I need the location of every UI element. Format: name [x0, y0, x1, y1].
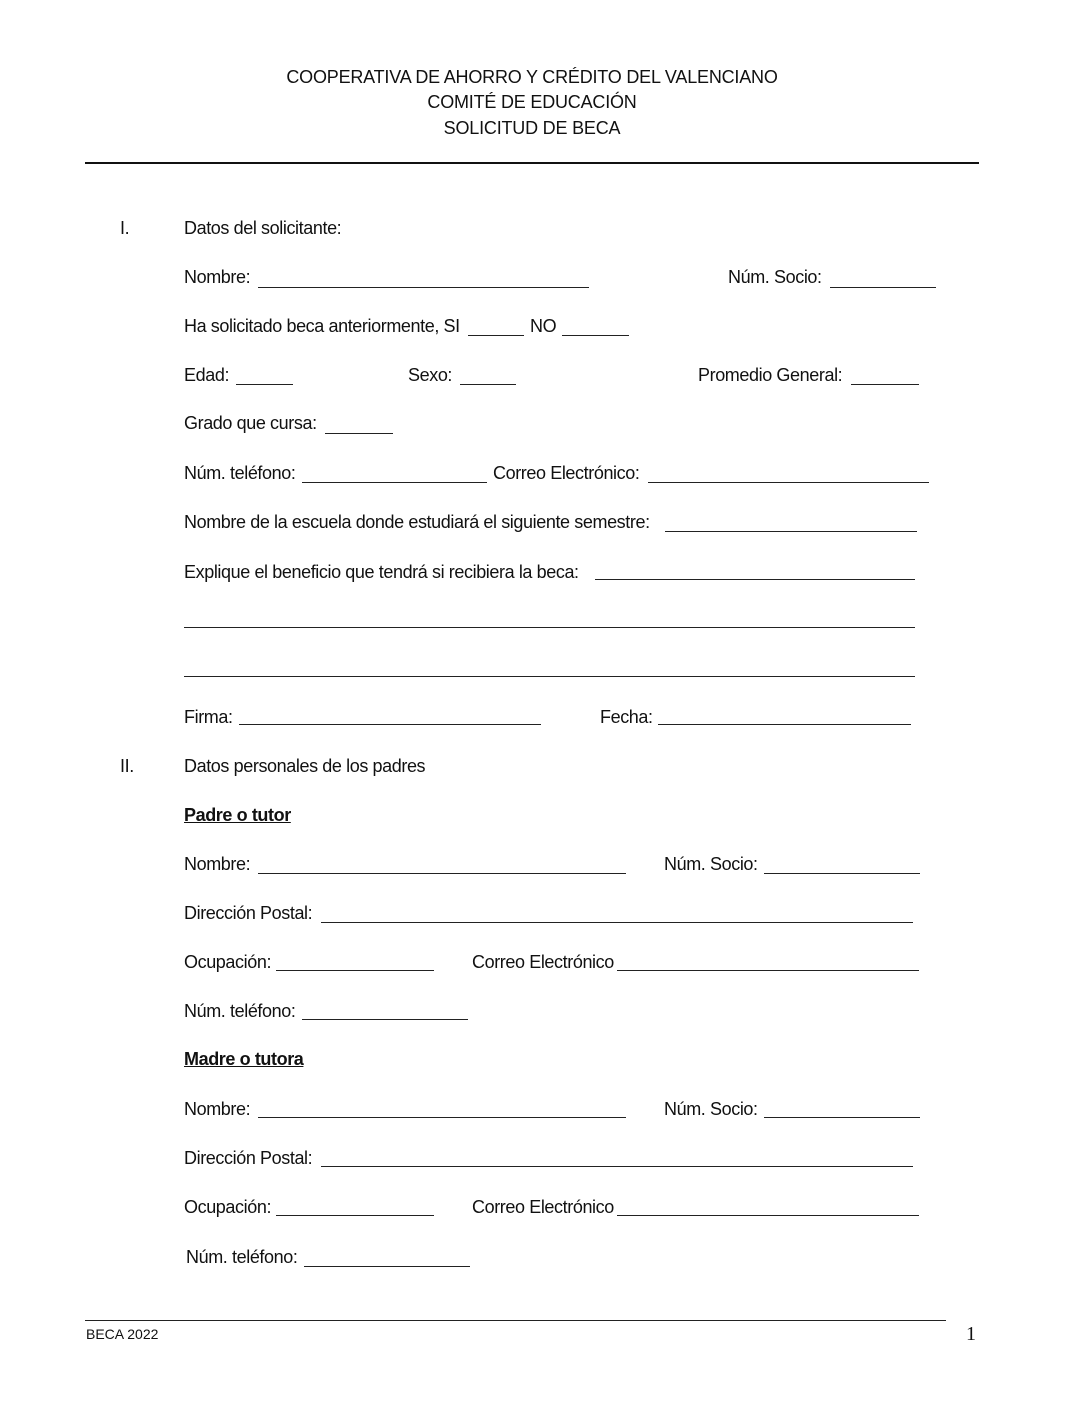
mother-member-field[interactable] — [764, 1117, 920, 1118]
mother-heading: Madre o tutora — [184, 1049, 304, 1069]
mother-address-label: Dirección Postal: — [184, 1148, 313, 1168]
section-2-title: Datos personales de los padres — [184, 756, 426, 776]
father-email-field[interactable] — [617, 970, 919, 971]
applicant-name-label: Nombre: — [184, 267, 251, 287]
previous-scholarship-yes-field[interactable] — [468, 335, 524, 336]
mother-member-label: Núm. Socio: — [664, 1099, 758, 1119]
father-address-label: Dirección Postal: — [184, 903, 313, 923]
section-2-numeral: II. — [120, 756, 134, 776]
age-field[interactable] — [236, 384, 293, 385]
benefit-field-line-2[interactable] — [184, 627, 915, 628]
mother-address-field[interactable] — [321, 1166, 913, 1167]
applicant-name-field[interactable] — [258, 287, 589, 288]
age-label: Edad: — [184, 365, 230, 385]
previous-scholarship-label: Ha solicitado beca anteriormente, SI — [184, 316, 460, 336]
previous-scholarship-no-field[interactable] — [562, 335, 629, 336]
page-number: 1 — [966, 1323, 976, 1345]
grade-label: Grado que cursa: — [184, 413, 317, 433]
date-field[interactable] — [658, 724, 911, 725]
benefit-field-line-3[interactable] — [184, 676, 915, 677]
mother-email-label: Correo Electrónico — [472, 1197, 614, 1217]
father-occupation-label: Ocupación: — [184, 952, 272, 972]
school-name-field[interactable] — [665, 531, 917, 532]
father-phone-field[interactable] — [302, 1019, 468, 1020]
father-name-field[interactable] — [258, 873, 626, 874]
mother-phone-label: Núm. teléfono: — [186, 1247, 298, 1267]
benefit-field-line-1[interactable] — [595, 579, 915, 580]
form-title: SOLICITUD DE BECA — [443, 118, 621, 138]
father-member-field[interactable] — [764, 873, 920, 874]
father-member-label: Núm. Socio: — [664, 854, 758, 874]
sex-field[interactable] — [460, 384, 516, 385]
sex-label: Sexo: — [408, 365, 453, 385]
mother-occupation-field[interactable] — [276, 1215, 434, 1216]
mother-phone-field[interactable] — [304, 1266, 470, 1267]
gpa-field[interactable] — [851, 384, 919, 385]
footer-label: BECA 2022 — [86, 1326, 159, 1342]
father-phone-label: Núm. teléfono: — [184, 1001, 296, 1021]
school-name-label: Nombre de la escuela donde estudiará el siguiente semestre: — [184, 512, 650, 532]
father-name-label: Nombre: — [184, 854, 251, 874]
father-address-field[interactable] — [321, 922, 913, 923]
gpa-label: Promedio General: — [698, 365, 843, 385]
signature-field[interactable] — [239, 724, 541, 725]
applicant-member-label: Núm. Socio: — [728, 267, 822, 287]
father-heading: Padre o tutor — [184, 805, 291, 825]
applicant-phone-label: Núm. teléfono: — [184, 463, 296, 483]
mother-name-field[interactable] — [258, 1117, 626, 1118]
father-email-label: Correo Electrónico — [472, 952, 614, 972]
org-title: COOPERATIVA DE AHORRO Y CRÉDITO DEL VALENCIANO — [286, 67, 778, 87]
mother-occupation-label: Ocupación: — [184, 1197, 272, 1217]
applicant-member-field[interactable] — [830, 287, 936, 288]
signature-label: Firma: — [184, 707, 233, 727]
benefit-label: Explique el beneficio que tendrá si recibiera la beca: — [184, 562, 579, 582]
section-1-title: Datos del solicitante: — [184, 218, 342, 238]
section-1-numeral: I. — [120, 218, 130, 238]
previous-scholarship-no-label: NO — [530, 316, 557, 336]
mother-name-label: Nombre: — [184, 1099, 251, 1119]
committee-title: COMITÉ DE EDUCACIÓN — [427, 92, 637, 112]
grade-field[interactable] — [325, 433, 393, 434]
applicant-email-field[interactable] — [648, 482, 929, 483]
applicant-phone-field[interactable] — [302, 482, 487, 483]
applicant-email-label: Correo Electrónico: — [493, 463, 640, 483]
date-label: Fecha: — [600, 707, 653, 727]
father-occupation-field[interactable] — [276, 970, 434, 971]
footer-rule — [85, 1320, 946, 1321]
header-rule — [85, 162, 979, 164]
mother-email-field[interactable] — [617, 1215, 919, 1216]
